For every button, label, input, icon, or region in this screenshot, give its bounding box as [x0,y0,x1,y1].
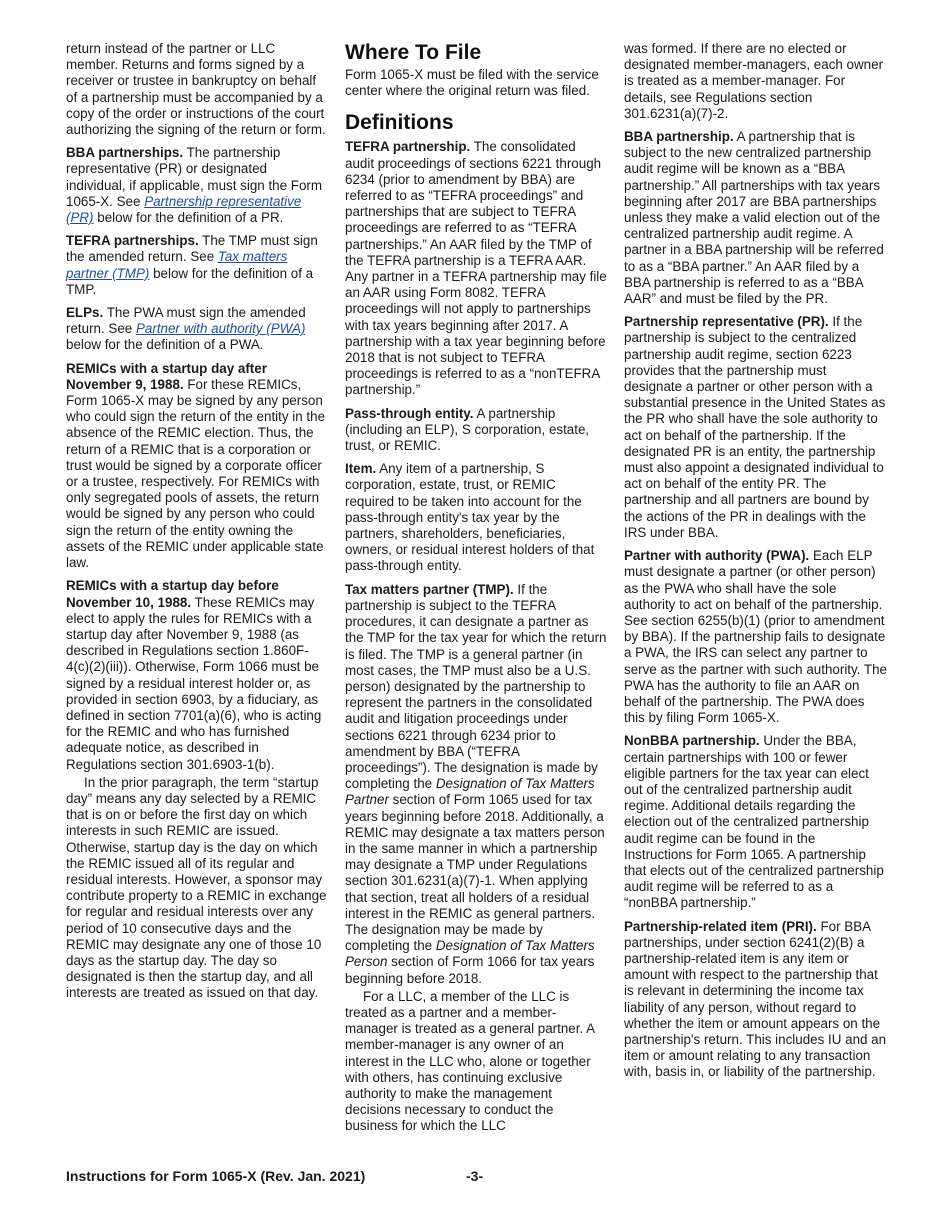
bba-partnership-text: A partnership that is subject to the new centralized partnership audit regime will be known as a “BBA partnership.” All partnerships with tax years beginning after 2017 are BBA partnerships unless they make a valid election out of the centralized partnership audit regime. A partner in a BBA partnership will be referred to as a “BBA partner.” An AAR filed by a BBA partnership is referred to as a “BBA AAR” and must be filed by the PR. [624,129,884,307]
bba-partnerships-text: The partnership representative (PR) or designated individual, if applicable, must sign the Form 1065-X. See [66,145,323,209]
llc-continuation: was formed. If there are no elected or designated member-managers, each owner is treated as a member-manager. For details, see Regulations section 301.6231(a)(7)-2. [624,41,884,121]
elps-text-end: below for the definition of a PWA. [66,337,264,353]
startup-day-paragraph: In the prior paragraph, the term “startup day” means any day selected by a REMIC that is on or before the first day on which interests in such REMIC are issued. Otherwise, startup day is the day on which the REMIC issued all of its regular and residual interests. However, a sponsor may contribute property to a REMIC in exchange for regular and residual interests over any period of 10 consecutive days and the REMIC may designate any one of those 10 days as the startup day. The day so designated is then the startup day, and all interests are treated as issued on that day. [66,774,327,1001]
remics-after-lead: REMICs with a startup day after November 9, 1988. [66,360,267,392]
tefra-partnerships-paragraph [66,233,328,298]
remics-after-paragraph [66,361,328,572]
tefra-partnership-definition [345,139,607,398]
nonbba-text: Under the BBA, certain partnerships with 100 or fewer eligible partners for the tax year can elect out of the centralized partnership audit regime. Additional details regarding the election out of the centralized partnership audit regime can be found in the Instructions for Form 1065. A partnership that elects out of the centralized partnership audit regime will be referred to as a “nonBBA partnership.” [624,733,884,911]
pwa-lead: Partner with authority (PWA). [624,548,810,564]
llc-paragraph: For a LLC, a member of the LLC is treated as a partner and a member-manager is treated as a general partner. A member-manager is any owner of an interest in the LLC who, alone or together with others, has continuing exclusive authority to make the management decisions necessary to conduct the business for which the LLC [345,988,595,1134]
bba-partnerships-lead: BBA partnerships. [66,145,184,161]
pr-lead: Partnership representative (PR). [624,314,829,330]
tefra-partnerships-text: The TMP must sign the amended return. See [66,233,318,265]
remics-after-text: For these REMICs, Form 1065-X may be signed by any person who could sign the return of the entity in the absence of the REMIC election. Thus, the return of a REMIC that is a corporation or trust would be signed by a corporate officer or a trustee, respectively. For REMICs with only segregated pools of assets, the return would be signed by any person who could sign the return of the entity owning the assets of the REMIC under applicable state law. [66,376,326,571]
tmp-lead: Tax matters partner (TMP). [345,581,514,597]
where-to-file-text: Form 1065-X must be filed with the service center where the original return was filed. [345,67,599,99]
pwa-text: Each ELP must designate a partner (or other person) as the PWA who shall have the sole authority to act on behalf of the partnership. See section 6255(b)(1) (prior to amendment by BBA). If the partnership fails to designate a PWA, the IRS can select any partner to serve as the partner with such authority. The PWA has the authority to file an AAR on behalf of the partnership. The PWA does this by filing Form 1065-X. [624,548,887,726]
pass-through-text: A partnership (including an ELP), S corporation, estate, trust, or REMIC. [345,405,590,454]
pri-lead: Partnership-related item (PRI). [624,918,817,934]
bba-partnership-lead: BBA partnership. [624,129,734,145]
remics-before-text: These REMICs may elect to apply the rules for REMICs with a startup day after November 9, 1988 (as described in Regulations section 1.860F-4(c)(2)(iii)). Otherwise, Form 1066 must be signed by a residual interest holder or, as provided in section 6903, by a fiduciary, as defined in section 7701(a)(6), who is acting for the REMIC and who has furnished adequate notice, as described in Regulations section 301.6903-1(b). [66,594,322,772]
footer-form-title: Instructions for Form 1065-X (Rev. Jan. 2021) [66,1168,366,1184]
elps-lead: ELPs. [66,305,104,321]
pr-definition-link[interactable]: Partnership representative (PR) [66,193,302,226]
tefra-partnership-lead: TEFRA partnership. [345,139,471,155]
bba-partnerships-paragraph [66,145,328,226]
tefra-partnerships-lead: TEFRA partnerships. [66,233,199,249]
definitions-heading: Definitions [345,111,454,135]
remics-before-lead: REMICs with a startup day before November 10, 1988. [66,578,279,610]
bba-partnership-definition [624,129,887,307]
pri-text: For BBA partnerships, under section 6241(2)(B) a partnership-related item is any item or amount with respect to the partnership that is relevant in determining the income tax liability of any person, without regard to whether the item or amount appears on the partnership's return. This includes IU and an item or amount relating to any transaction with, basis in, or liability of the partnership. [624,918,887,1080]
tefra-partnerships-text-end: below for the definition of a TMP. [66,265,314,297]
tefra-partnership-text: The consolidated audit proceedings of sections 6221 through 6234 (prior to amendment by BBA) are referred to as “TEFRA proceedings” and partnerships that are subject to TEFRA proceedings are referred to as “TEFRA partnerships.” An AAR filed by the TMP of the TEFRA partnership is a TEFRA AAR. Any partner in a TEFRA partnership may file an AAR using Form 8082. TEFRA proceedings will not apply to partnerships with tax years beginning after 2017. A partnership with a tax year beginning before 2018 that is not subject to TEFRA proceedings is referred to as a “nonTEFRA partnership.” [345,139,607,398]
remics-before-paragraph [66,578,328,772]
column-3 [624,41,887,1088]
pwa-definition [624,548,887,726]
where-to-file-heading: Where To File [345,41,482,64]
tmp-text-3: section of Form 1066 for tax years beginning before 2018. [345,954,595,986]
tmp-definition [345,582,607,987]
pwa-definition-link[interactable]: Partner with authority (PWA) [135,321,306,337]
item-lead: Item. [345,461,377,477]
elps-paragraph [66,305,328,354]
item-text: Any item of a partnership, S corporation, estate, trust, or REMIC required to be taken into account for the pass-through entity's tax year by the partners, shareholders, beneficiaries, owners, or residual interest holders of that pass-through entity. [345,461,595,574]
tmp-italic-1: Designation of Tax Matters Partner [345,776,595,808]
item-definition [345,461,607,574]
column-2 [345,41,607,1142]
tmp-italic-2: Designation of Tax Matters Person [345,938,595,970]
tmp-text-1: If the partnership is subject to the TEFRA procedures, it can designate a partner as the TMP for the tax year for which the return is filed. The TMP is a general partner (in most cases, the TMP must also be a U.S. person) designated by the partnership to represent the partners in the consolidated audit and litigation proceedings under sections 6221 through 6234 prior to amendment by BBA (“TEFRA proceedings”). The designation is made by completing the [345,581,607,792]
elps-text: The PWA must sign the amended return. See [66,305,306,337]
tmp-definition-link[interactable]: Tax matters partner (TMP) [66,249,288,281]
column-1 [66,41,328,1009]
nonbba-definition [624,733,887,911]
signing-continuation: return instead of the partner or LLC member. Returns and forms signed by a receiver or trustee in bankruptcy on behalf of a partnership must be accompanied by a copy of the order or instructions of the court authorizing the signing of the return or form. [66,41,326,138]
page-number: -3- [466,1168,484,1184]
pr-definition [624,314,887,541]
pr-text: If the partnership is subject to the centralized partnership audit regime, section 6223 provides that the partnership must designate a partner or other person with a substantial presence in the United States as the PR who shall have the sole authority to act on behalf of the partnership. If the designated PR is an entity, the partnership must also appoint a designated individual to act on behalf of the entity PR. The partnership and all partners are bound by the actions of the PR in dealings with the IRS under BBA. [624,314,886,540]
bba-partnerships-text-end: below for the definition of a PR. [97,210,284,226]
pass-through-entity-definition [345,406,607,455]
pri-definition [624,919,887,1081]
pass-through-lead: Pass-through entity. [345,405,474,421]
tmp-text-2: section of Form 1065 used for tax years beginning before 2018. Additionally, a REMIC may designate a tax matters person in the same manner in which a partnership may designate a TMP under Regulations section 301.6231(a)(7)-1. When applying that section, treat all holders of a residual interest in the REMIC as general partners. The designation may be made by completing the [345,792,605,954]
nonbba-lead: NonBBA partnership. [624,733,760,749]
